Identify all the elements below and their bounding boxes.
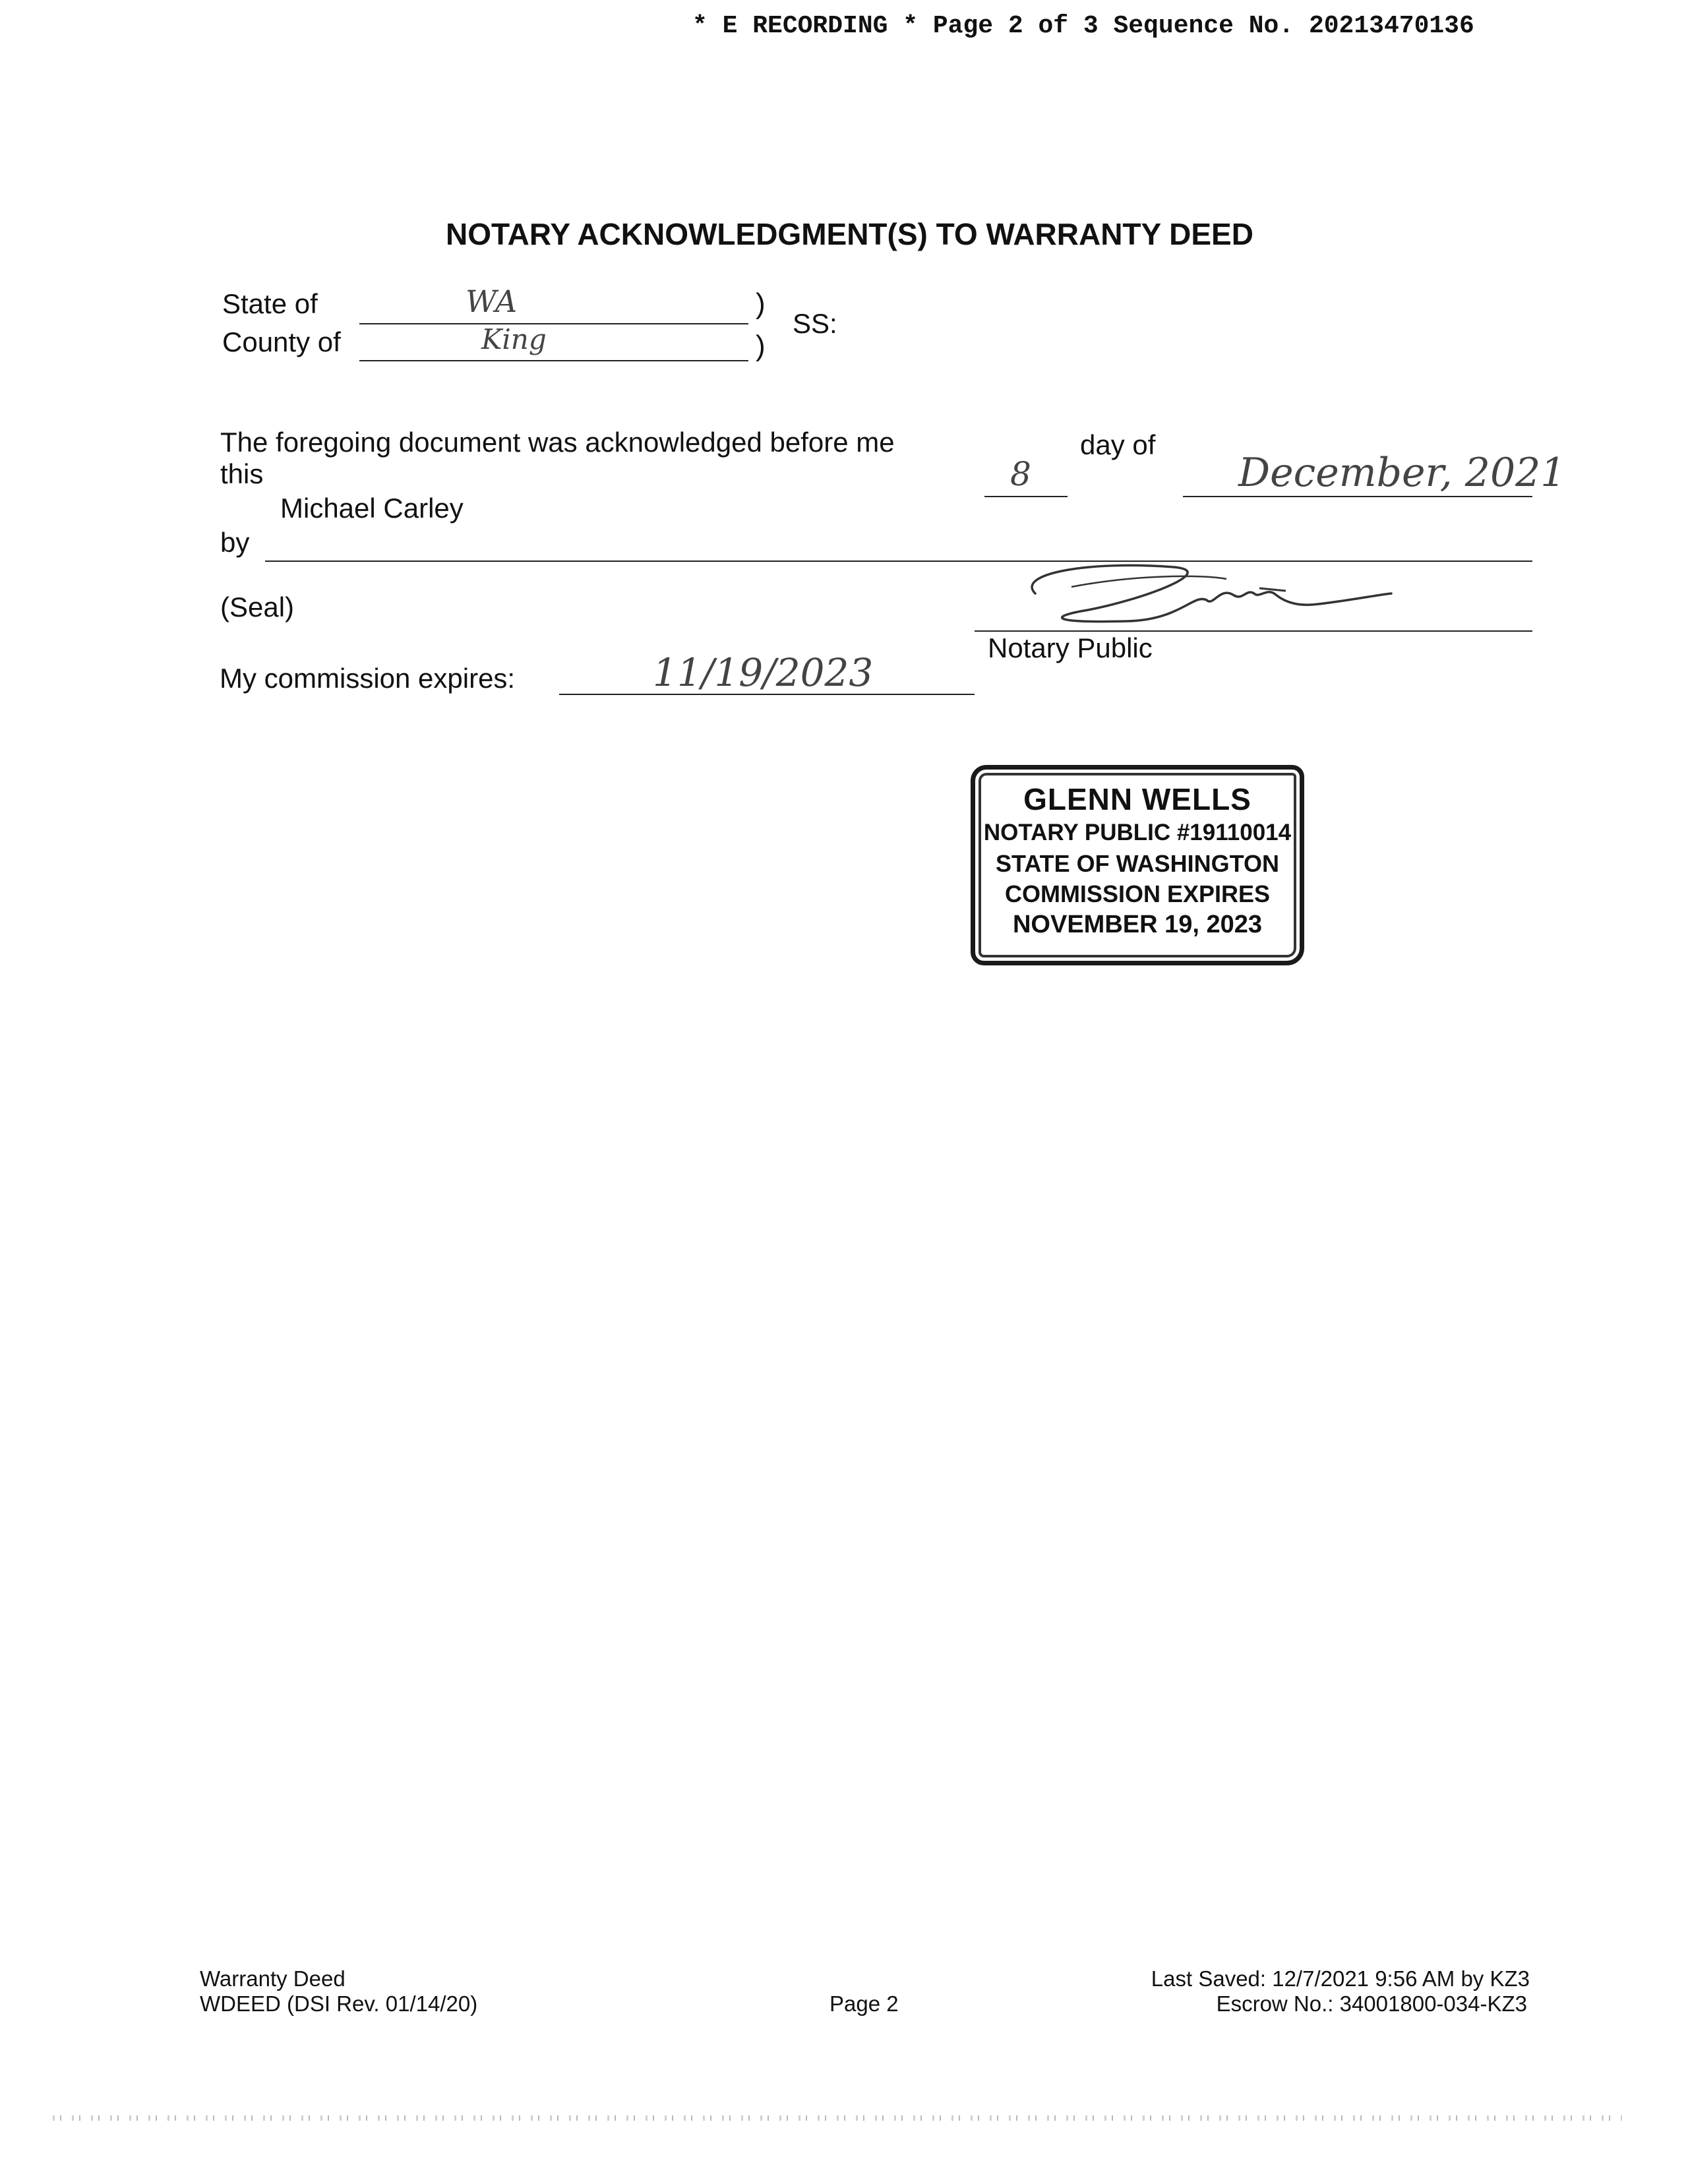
footer-last-saved: Last Saved: 12/7/2021 9:56 AM by KZ3: [1151, 1966, 1530, 1991]
notary-signature-line: [975, 630, 1532, 632]
by-label: by: [220, 527, 250, 558]
state-paren: ): [756, 288, 766, 320]
state-value: WA: [466, 284, 518, 319]
recording-header: * E RECORDING * Page 2 of 3 Sequence No. 20213470136: [692, 12, 1474, 40]
footer-escrow-no: Escrow No.: 34001800-034-KZ3: [1216, 1991, 1527, 2016]
commission-label: My commission expires:: [220, 663, 516, 694]
day-value: 8: [1010, 455, 1031, 493]
by-name: Michael Carley: [280, 493, 464, 524]
footer-left-line2: WDEED (DSI Rev. 01/14/20): [200, 1991, 478, 2016]
commission-value: 11/19/2023: [653, 650, 874, 695]
commission-underline: [559, 694, 975, 695]
notary-stamp: [971, 765, 1304, 965]
stamp-line4: COMMISSION EXPIRES: [1004, 880, 1271, 907]
footer-left-line1: Warranty Deed: [200, 1966, 346, 1991]
county-value: King: [481, 323, 547, 355]
seal-label: (Seal): [220, 592, 295, 622]
stamp-line3: STATE OF WASHINGTON: [996, 850, 1279, 877]
day-of-label: day of: [1080, 429, 1156, 460]
notary-public-label: Notary Public: [988, 632, 1153, 663]
stamp-line5: NOVEMBER 19, 2023: [1012, 911, 1263, 938]
state-underline: [359, 323, 748, 324]
month-underline: [1183, 496, 1532, 497]
county-paren: ): [756, 330, 766, 362]
stamp-line2: NOTARY PUBLIC #19110014: [983, 820, 1292, 845]
ss-label: SS:: [793, 308, 837, 339]
day-underline: [984, 496, 1068, 497]
month-value: December, 2021: [1238, 450, 1566, 496]
ack-text-line2: this: [220, 458, 264, 489]
notary-signature: [1009, 547, 1404, 633]
document-title: NOTARY ACKNOWLEDGMENT(S) TO WARRANTY DEED: [446, 217, 1253, 251]
scan-noise-strip: [53, 2115, 1622, 2121]
footer-page-number: Page 2: [829, 1991, 899, 2016]
county-underline: [359, 360, 748, 361]
ack-text-line1: The foregoing document was acknowledged before me: [220, 427, 895, 458]
county-label: County of: [222, 326, 341, 357]
stamp-line1: GLENN WELLS: [1023, 782, 1251, 816]
state-label: State of: [222, 288, 318, 319]
